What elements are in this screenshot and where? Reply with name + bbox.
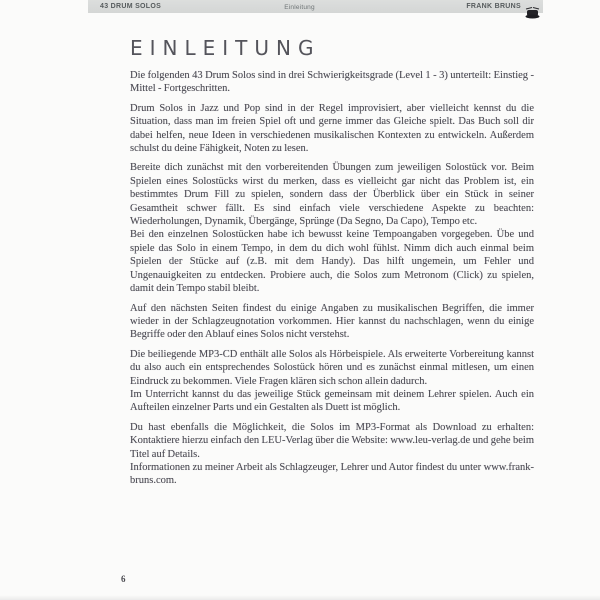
introduction-text [130,69,534,488]
book-title-header: 43 DRUM SOLOS [100,3,162,10]
scan-edge-shadow [0,595,600,600]
page-title: EINLEITUNG [130,36,321,60]
body-paragraph: Auf den nächsten Seiten findest du einige Angaben zu musikalischen Begriffen, die immer wieder in der Schlagzeugnotation vorkommen. Hier kannst du nachschlagen, wenn du einige Begriffe oder den Ablauf eines Solos nicht verstehst. [130,302,534,341]
body-paragraph: Die folgenden 43 Drum Solos sind in drei Schwierigkeitsgrade (Level 1 - 3) unterteilt: Einstieg - Mittel - Fortgeschritten. [130,70,534,95]
running-header [88,0,543,13]
body-paragraph: Bei den einzelnen Solostücken habe ich bewusst keine Tempoangaben vorgegeben. Übe und spiele das Solo in einem Tempo, in dem du dich wohl fühlst. Nimm dich auch einmal beim Spielen der Stücke auf (z.B. mit dem Handy). Das hilft ungemein, um Fehler und Ungenauigkeiten zu entdecken. Probiere auch, die Solos zum Metronom (Click) zu spielen, damit dein Tempo stabil bleibt. [130,229,534,295]
body-paragraph: Bereite dich zunächst mit den vorbereitenden Übungen zum jeweiligen Solostück vor. Beim Spielen eines Solostücks wirst du merken, dass es vielleicht gar nicht das Problem ist, ein bestimmtes Drum Fill zu spielen, sondern dass der Überblick über ein Stück in seiner Gesamtheit schwer fällt. Es sind einfach viele verschiedene Aspekte zu beachten: Wiederholungen, Dynamik, Übergänge, Sprünge (Da Segno, Da Capo), Tempo etc. [130,162,534,228]
drum-kit-icon [524,6,541,18]
body-paragraph: Du hast ebenfalls die Möglichkeit, die Solos im MP3-Format als Download zu erhalten: Kontaktiere hierzu einfach den LEU-Verlag über die Website: www.leu-verlag.de und gehe beim Titel auf Details. [130,421,534,460]
body-paragraph: Drum Solos in Jazz und Pop sind in der Regel improvisiert, aber vielleicht kennst du die Situation, dass man im freien Spiel oft und gerne immer das Gleiche spielt. Das Buch soll dir dabei helfen, neue Ideen in verschiedenen musikalischen Kontexten zu entwickeln. Außerdem schulst du deine Fähigkeit, Noten zu lesen. [130,102,534,155]
chapter-header: Einleitung [284,3,315,11]
author-header: FRANK BRUNS [466,3,521,10]
body-paragraph: Informationen zu meiner Arbeit als Schlagzeuger, Lehrer und Autor findest du unter www.frank-bruns.com. [130,461,534,487]
body-paragraph: Im Unterricht kannst du das jeweilige Stück gemeinsam mit deinem Lehrer spielen. Auch ein Aufteilen einzelner Parts und ein Gestalten als Duett ist möglich. [130,388,534,414]
body-paragraph: Die beiliegende MP3-CD enthält alle Solos als Hörbeispiele. Als erweiterte Vorbereitung kannst du also auch ein entsprechendes Solostück hören und es zunächst einmal mitlesen, um einen Eindruck zu bekommen. Viele Fragen klären sich schon allein dadurch. [130,348,534,387]
page-number: 6 [121,574,126,584]
